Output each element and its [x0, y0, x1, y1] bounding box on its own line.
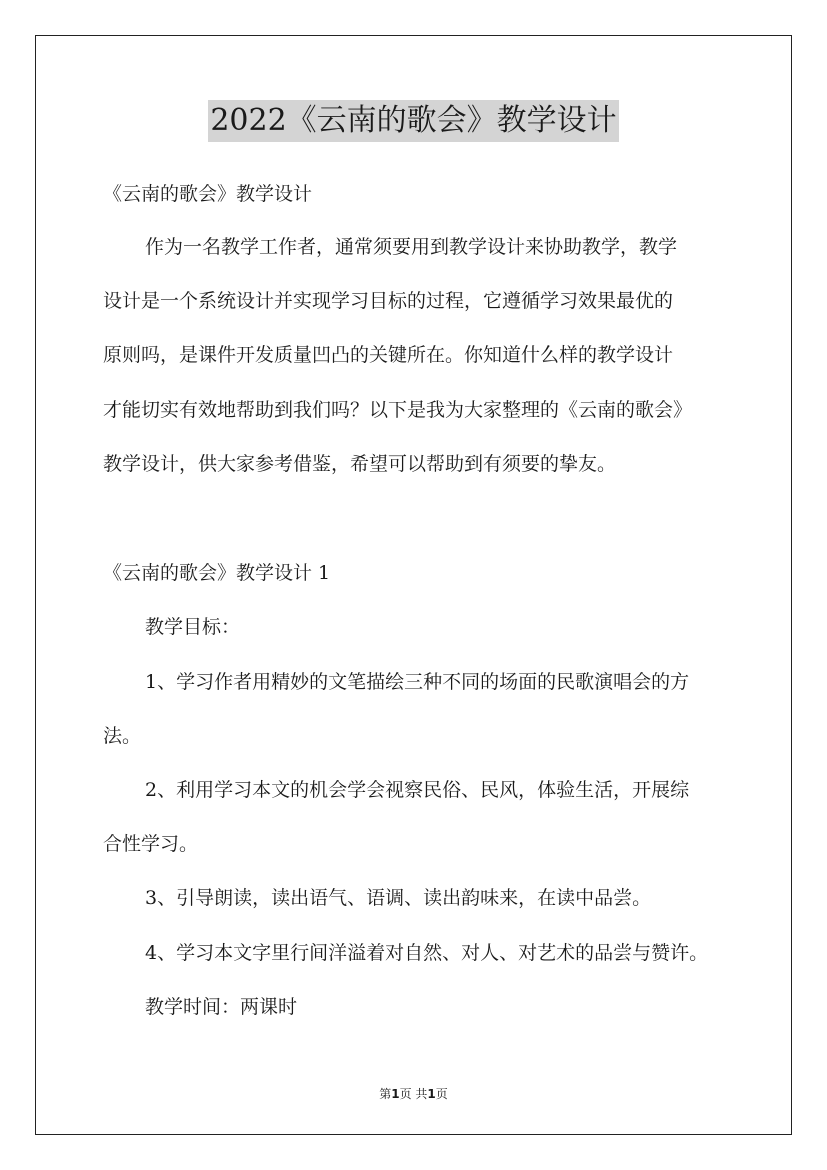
intro-line-2: 设计是一个系统设计并实现学习目标的过程，它遵循学习效果最优的 — [103, 290, 674, 312]
intro-line-3: 原则吗，是课件开发质量凹凸的关键所在。你知道什么样的教学设计 — [103, 344, 674, 366]
footer-page-current: 1 — [391, 1087, 400, 1101]
footer-page-mid: 页 共 — [399, 1087, 428, 1101]
intro-line-5: 教学设计，供大家参考借鉴，希望可以帮助到有须要的挚友。 — [103, 453, 617, 475]
footer-page-total: 1 — [427, 1087, 436, 1101]
title-container — [0, 100, 827, 142]
objective-4: 4、学习本文字里行间洋溢着对自然、对人、对艺术的品尝与赞许。 — [145, 942, 709, 964]
section-heading: 《云南的歌会》教学设计 1 — [103, 562, 331, 584]
objectives-label: 教学目标： — [145, 616, 241, 638]
footer-page-suffix: 页 — [435, 1087, 448, 1101]
objective-1-line-2: 法。 — [103, 725, 142, 747]
intro-line-1: 作为一名教学工作者，通常须要用到教学设计来协助教学，教学 — [145, 236, 678, 258]
objective-3: 3、引导朗读，读出语气、语调、读出韵味来，在读中品尝。 — [145, 887, 652, 909]
teaching-time: 教学时间：两课时 — [145, 996, 298, 1018]
intro-line-4: 才能切实有效地帮助到我们吗？以下是我为大家整理的《云南的歌会》 — [103, 399, 693, 421]
objective-2-line-2: 合性学习。 — [103, 833, 199, 855]
page-footer — [0, 1085, 827, 1102]
document-subtitle: 《云南的歌会》教学设计 — [103, 183, 313, 205]
objective-2-line-1: 2、利用学习本文的机会学会视察民俗、民风，体验生活，开展综 — [145, 779, 690, 801]
objective-1-line-1: 1、学习作者用精妙的文笔描绘三种不同的场面的民歌演唱会的方 — [145, 671, 690, 693]
document-title: 2022《云南的歌会》教学设计 — [208, 100, 618, 142]
footer-page-prefix: 第 — [379, 1087, 392, 1101]
